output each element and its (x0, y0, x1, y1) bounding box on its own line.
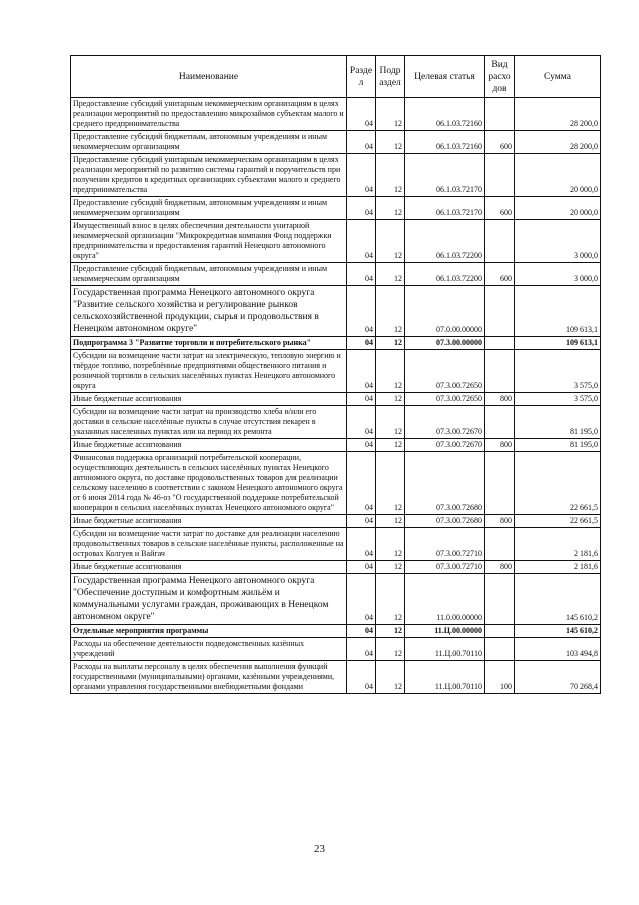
row-target-cell: 06.1.03.72200 (405, 263, 485, 286)
table-row (71, 350, 601, 393)
row-subsection-cell: 12 (376, 98, 405, 131)
table-row (71, 515, 601, 528)
row-subsection-cell: 12 (376, 452, 405, 515)
row-name-cell: Предоставление субсидий унитарным некоммерческим организациям в целях реализации мероприятий по развитию системы гарантий и поручительств при получении кредитов в кредитных организациях субъектами малого и среднего предпринимательства (71, 154, 347, 197)
row-expense-type-cell: 600 (485, 263, 515, 286)
row-section-cell: 04 (347, 452, 376, 515)
row-subsection-cell: 12 (376, 131, 405, 154)
row-section-cell: 04 (347, 625, 376, 638)
header-subsection: Подр аздел (376, 56, 405, 98)
row-name-cell: Иные бюджетные ассигнования (71, 439, 347, 452)
row-subsection-cell: 12 (376, 350, 405, 393)
row-subsection-cell: 12 (376, 515, 405, 528)
row-sum-cell: 28 200,0 (515, 131, 601, 154)
row-target-cell: 07.3.00.72710 (405, 561, 485, 574)
row-expense-type-cell: 600 (485, 131, 515, 154)
header-target: Целевая статья (405, 56, 485, 98)
row-section-cell: 04 (347, 439, 376, 452)
table-row (71, 393, 601, 406)
row-sum-cell: 70 268,4 (515, 661, 601, 694)
row-target-cell: 07.3.00.72680 (405, 515, 485, 528)
row-expense-type-cell (485, 337, 515, 350)
row-target-cell: 11.Ц.00.00000 (405, 625, 485, 638)
table-row (71, 625, 601, 638)
row-target-cell: 06.1.03.72160 (405, 131, 485, 154)
table-row (71, 337, 601, 350)
row-sum-cell: 22 661,5 (515, 515, 601, 528)
row-name-cell: Имущественный взнос в целях обеспечения деятельности унитарной некоммерческой организации "Микрокредитная компания Фонд поддержки предпринимательства и предоставления гарантий Ненецкого автономного округа" (71, 220, 347, 263)
row-section-cell: 04 (347, 393, 376, 406)
row-section-cell: 04 (347, 350, 376, 393)
row-subsection-cell: 12 (376, 154, 405, 197)
row-name-cell: Государственная программа Ненецкого автономного округа "Обеспечение доступным и комфортным жильём и коммунальными услугами граждан, проживающих в Ненецком автономном округе" (71, 574, 347, 625)
row-expense-type-cell (485, 286, 515, 337)
row-expense-type-cell (485, 154, 515, 197)
row-sum-cell: 3 000,0 (515, 263, 601, 286)
row-sum-cell: 145 610,2 (515, 625, 601, 638)
row-target-cell: 11.0.00.00000 (405, 574, 485, 625)
row-section-cell: 04 (347, 406, 376, 439)
table-row (71, 528, 601, 561)
row-subsection-cell: 12 (376, 337, 405, 350)
row-sum-cell: 2 181,6 (515, 528, 601, 561)
row-name-cell: Расходы на выплаты персоналу в целях обеспечения выполнения функций государственными (муниципальными) органами, казёнными учреждениями, органами управления государственными внебюджетными фондами (71, 661, 347, 694)
row-expense-type-cell (485, 638, 515, 661)
row-section-cell: 04 (347, 286, 376, 337)
row-name-cell: Иные бюджетные ассигнования (71, 561, 347, 574)
row-expense-type-cell (485, 574, 515, 625)
row-name-cell: Субсидии на возмещение части затрат на электрическую, тепловую энергию и твёрдое топливо, потреблённые предприятиями общественного питания и розничной торговли в сельских населённых пунктах Ненецкого автономного округа (71, 350, 347, 393)
row-target-cell: 07.3.00.72650 (405, 350, 485, 393)
row-name-cell: Иные бюджетные ассигнования (71, 393, 347, 406)
row-section-cell: 04 (347, 131, 376, 154)
row-subsection-cell: 12 (376, 220, 405, 263)
row-section-cell: 04 (347, 220, 376, 263)
row-sum-cell: 109 613,1 (515, 286, 601, 337)
row-name-cell: Предоставление субсидий бюджетным, автономным учреждениям и иным некоммерческим организациям (71, 197, 347, 220)
row-section-cell: 04 (347, 638, 376, 661)
table-row (71, 197, 601, 220)
table-row (71, 661, 601, 694)
table-row (71, 452, 601, 515)
row-expense-type-cell (485, 350, 515, 393)
row-sum-cell: 103 494,8 (515, 638, 601, 661)
budget-table (70, 55, 601, 694)
row-expense-type-cell: 800 (485, 515, 515, 528)
row-expense-type-cell (485, 220, 515, 263)
row-sum-cell: 22 661,5 (515, 452, 601, 515)
row-name-cell: Расходы на обеспечение деятельности подведомственных казённых учреждений (71, 638, 347, 661)
table-row (71, 154, 601, 197)
row-sum-cell: 145 610,2 (515, 574, 601, 625)
row-expense-type-cell: 600 (485, 197, 515, 220)
row-sum-cell: 28 200,0 (515, 98, 601, 131)
row-name-cell: Предоставление субсидий бюджетным, автономным учреждениям и иным некоммерческим организациям (71, 263, 347, 286)
row-target-cell: 06.1.03.72170 (405, 154, 485, 197)
row-name-cell: Субсидии на возмещение части затрат на производство хлеба и/или его доставки в сельские населённые пункты в случае отсутствия пекарен в указанных населенных пунктах или на период их ремонта (71, 406, 347, 439)
row-subsection-cell: 12 (376, 286, 405, 337)
row-section-cell: 04 (347, 263, 376, 286)
row-target-cell: 06.1.03.72170 (405, 197, 485, 220)
table-row (71, 439, 601, 452)
table-row (71, 220, 601, 263)
row-section-cell: 04 (347, 515, 376, 528)
row-subsection-cell: 12 (376, 263, 405, 286)
page-number: 23 (314, 843, 325, 855)
table-row (71, 561, 601, 574)
row-target-cell: 07.3.00.00000 (405, 337, 485, 350)
row-sum-cell: 20 000,0 (515, 197, 601, 220)
row-subsection-cell: 12 (376, 561, 405, 574)
row-sum-cell: 20 000,0 (515, 154, 601, 197)
row-name-cell: Отдельные мероприятия программы (71, 625, 347, 638)
row-section-cell: 04 (347, 197, 376, 220)
row-expense-type-cell: 800 (485, 439, 515, 452)
row-sum-cell: 3 575,0 (515, 350, 601, 393)
header-expense-type: Вид расхо дов (485, 56, 515, 98)
row-section-cell: 04 (347, 574, 376, 625)
row-sum-cell: 109 613,1 (515, 337, 601, 350)
row-sum-cell: 3 575,0 (515, 393, 601, 406)
row-target-cell: 06.1.03.72200 (405, 220, 485, 263)
row-expense-type-cell (485, 625, 515, 638)
row-target-cell: 07.3.00.72650 (405, 393, 485, 406)
row-name-cell: Предоставление субсидий унитарным некоммерческим организациям в целях реализации мероприятий по предоставлению микрозаймов субъектам малого и среднего предпринимательства (71, 98, 347, 131)
row-subsection-cell: 12 (376, 393, 405, 406)
row-name-cell: Предоставление субсидий бюджетным, автономным учреждениям и иным некоммерческим организациям (71, 131, 347, 154)
row-sum-cell: 2 181,6 (515, 561, 601, 574)
row-section-cell: 04 (347, 528, 376, 561)
row-target-cell: 07.3.00.72670 (405, 406, 485, 439)
row-subsection-cell: 12 (376, 528, 405, 561)
table-row (71, 131, 601, 154)
row-name-cell: Иные бюджетные ассигнования (71, 515, 347, 528)
row-section-cell: 04 (347, 661, 376, 694)
table-header-row (71, 56, 601, 98)
row-name-cell: Подпрограмма 3 "Развитие торговли и потребительского рынка" (71, 337, 347, 350)
row-subsection-cell: 12 (376, 406, 405, 439)
row-subsection-cell: 12 (376, 197, 405, 220)
row-target-cell: 11.Ц.00.70110 (405, 661, 485, 694)
row-expense-type-cell (485, 452, 515, 515)
row-sum-cell: 3 000,0 (515, 220, 601, 263)
row-section-cell: 04 (347, 154, 376, 197)
row-expense-type-cell (485, 406, 515, 439)
row-expense-type-cell: 800 (485, 561, 515, 574)
row-target-cell: 07.3.00.72710 (405, 528, 485, 561)
table-row (71, 574, 601, 625)
row-section-cell: 04 (347, 98, 376, 131)
table-body (71, 98, 601, 694)
table-row (71, 638, 601, 661)
row-section-cell: 04 (347, 337, 376, 350)
row-target-cell: 07.3.00.72670 (405, 439, 485, 452)
row-expense-type-cell (485, 528, 515, 561)
table-row (71, 263, 601, 286)
row-target-cell: 07.0.00.00000 (405, 286, 485, 337)
table-row (71, 98, 601, 131)
row-section-cell: 04 (347, 561, 376, 574)
table-row (71, 406, 601, 439)
row-expense-type-cell: 100 (485, 661, 515, 694)
header-name: Наименование (71, 56, 347, 98)
header-sum: Сумма (515, 56, 601, 98)
row-expense-type-cell: 800 (485, 393, 515, 406)
row-target-cell: 07.3.00.72680 (405, 452, 485, 515)
row-subsection-cell: 12 (376, 661, 405, 694)
row-subsection-cell: 12 (376, 625, 405, 638)
row-expense-type-cell (485, 98, 515, 131)
row-name-cell: Субсидии на возмещение части затрат по доставке для реализации населению продовольственных товаров в сельские населённые пункты, расположенные на островах Колгуев и Вайгач (71, 528, 347, 561)
header-section: Разде л (347, 56, 376, 98)
row-subsection-cell: 12 (376, 439, 405, 452)
row-name-cell: Финансовая поддержка организаций потребительской кооперации, осуществляющих деятельность в сельских населённых пунктах Ненецкого автономного округа, по доставке продовольственных товаров для реализации сельскому населению в соответствии с законом Ненецкого автономного округа от 6 июня 2014 года № 46-оз "О государственной поддержке потребительской кооперации в сельских населённых пунктах Ненецкого автономного округа" (71, 452, 347, 515)
row-sum-cell: 81 195,0 (515, 439, 601, 452)
budget-page (70, 55, 600, 694)
table-row (71, 286, 601, 337)
row-target-cell: 06.1.03.72160 (405, 98, 485, 131)
row-name-cell: Государственная программа Ненецкого автономного округа "Развитие сельского хозяйства и регулирование рынков сельскохозяйственной продукции, сырья и продовольствия в Ненецком автономном округе" (71, 286, 347, 337)
row-subsection-cell: 12 (376, 574, 405, 625)
row-subsection-cell: 12 (376, 638, 405, 661)
row-target-cell: 11.Ц.00.70110 (405, 638, 485, 661)
row-sum-cell: 81 195,0 (515, 406, 601, 439)
